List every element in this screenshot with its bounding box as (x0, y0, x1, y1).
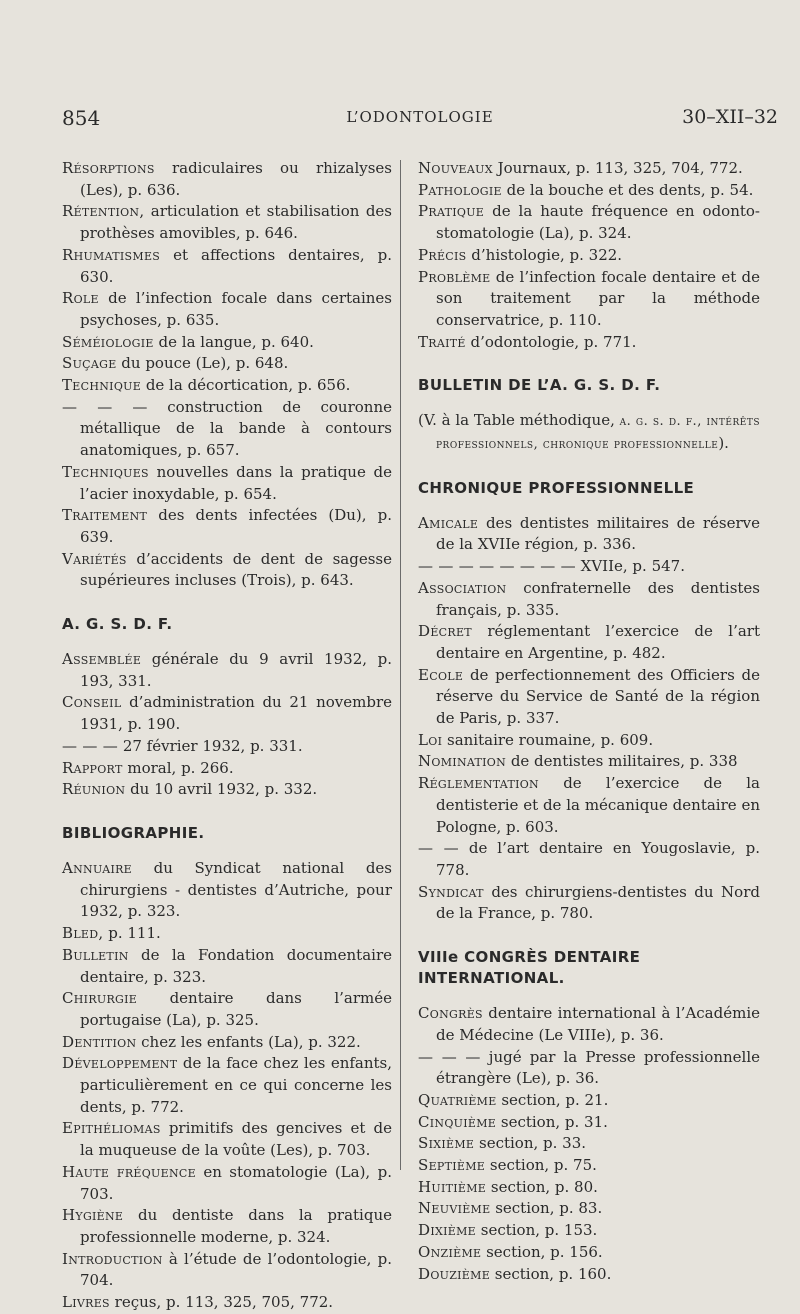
index-entry (62, 549, 392, 592)
index-entry (418, 332, 760, 354)
entry-headword: Bulletin (62, 945, 129, 964)
entry-list (62, 649, 392, 801)
entry-headword: — — — (62, 736, 119, 755)
entry-text: des dents infectées (Du), p. 639. (80, 506, 392, 546)
entry-headword: Annuaire (62, 858, 133, 877)
index-entry (62, 692, 392, 735)
entry-text: du pouce (Le), p. 648. (116, 354, 289, 373)
index-entry (62, 397, 392, 462)
entry-text: section, p. 156. (481, 1242, 603, 1261)
index-entry (418, 665, 760, 730)
entry-text: dentaire international à l’Académie de Médecine (Le VIIIe), p. 36. (436, 1004, 760, 1044)
entry-text: d’odontologie, p. 771. (465, 332, 637, 351)
entry-text: p. 111. (103, 924, 161, 943)
entry-text: de la haute fréquence en odonto-stomatologie (La), p. 324. (436, 202, 760, 243)
entry-headword: Introduction (62, 1249, 163, 1268)
index-entry (418, 1047, 760, 1090)
index-entry (62, 353, 392, 375)
entry-headword: Pathologie (418, 180, 502, 199)
index-entry (62, 462, 392, 505)
index-entry (62, 1053, 392, 1118)
section-heading-bibliographie: BIBLIOGRAPHIE. (62, 823, 205, 842)
entry-list (418, 1003, 760, 1285)
entry-headword: Précis (418, 245, 467, 264)
entry-headword: Nouveaux (418, 159, 493, 177)
index-entry (418, 201, 760, 244)
entry-headword: Problème (418, 267, 491, 286)
entry-headword: Association (418, 578, 507, 597)
index-entry (62, 201, 392, 244)
entry-headword: Rétention, (62, 202, 145, 221)
entry-headword: Loi (418, 730, 443, 749)
section-heading-agsdf: A. G. S. D. F. (62, 615, 173, 634)
index-entry (418, 1112, 760, 1134)
right-column (418, 158, 760, 1285)
entry-headword: Nomination (418, 752, 507, 771)
index-entry (418, 1090, 760, 1112)
index-entry (418, 730, 760, 752)
entry-headword: Développement (62, 1054, 178, 1073)
index-entry (62, 375, 392, 397)
entry-headword: Assemblée (62, 650, 142, 669)
index-entry (62, 779, 392, 801)
bulletin-note (418, 410, 760, 455)
index-entry (418, 180, 760, 202)
entry-headword: Amicale (418, 513, 479, 532)
entry-text: moral, p. 266. (122, 758, 234, 777)
entry-headword: Résorptions (62, 159, 155, 177)
bulletin-note-text: (V. à la Table méthodique, (418, 411, 620, 430)
index-entry (62, 1292, 392, 1314)
entry-headword: Conseil (62, 693, 122, 712)
entry-text: des dentistes militaires de réserve de la XVIIe région, p. 336. (436, 513, 760, 554)
entry-headword: — — (418, 839, 459, 858)
entry-text: et affections dentaires, p. 630. (80, 245, 392, 286)
entry-headword: Cinquième (418, 1112, 497, 1131)
entry-headword: Bled, (62, 924, 104, 943)
entry-text: construction de couronne métallique de la bande à contours anatomiques, p. 657. (80, 397, 392, 460)
index-entry (62, 758, 392, 780)
entry-text: de la face chez les enfants, particulièrement en ce qui concerne les dents, p. 772. (80, 1054, 392, 1116)
index-entry (418, 158, 760, 180)
index-entry (62, 1249, 392, 1292)
entry-text: de l’infection focale dans certaines psychoses, p. 635. (80, 289, 392, 329)
section-heading-congres: VIIIe CONGRÈS DENTAIRE INTERNATIONAL. (418, 948, 641, 988)
entry-headword: Chirurgie (62, 989, 138, 1008)
entry-headword: Congrès (418, 1004, 483, 1023)
entry-headword: Pratique (418, 202, 485, 221)
index-entry (418, 578, 760, 621)
entry-headword: Haute fréquence (62, 1162, 196, 1181)
entry-text: de la bouche et des dents, p. 54. (501, 180, 754, 199)
issue-date: 30–XII–32 (682, 106, 778, 128)
entry-headword: Onzième (418, 1242, 482, 1261)
entry-headword: Hygiène (62, 1206, 124, 1225)
entry-text: chez les enfants (La), p. 322. (136, 1032, 361, 1051)
entry-text: d’accidents de dent de sagesse supérieures incluses (Trois), p. 643. (80, 549, 392, 590)
entry-text: primitifs des gencives et de la muqueuse de la voûte (Les), p. 703. (80, 1119, 392, 1160)
index-entry (62, 245, 392, 288)
entry-headword: Traité (418, 332, 466, 351)
entry-text: jugé par la Presse professionnelle étrangère (Le), p. 36. (436, 1047, 760, 1088)
entry-headword: Dentition (62, 1032, 137, 1051)
index-entry (62, 288, 392, 331)
entry-headword: Rapport (62, 758, 123, 777)
entry-text: de dentistes militaires, p. 338 (506, 752, 738, 771)
index-entry (62, 1205, 392, 1248)
entry-text: XVIIe, p. 547. (575, 557, 685, 576)
entry-headword: Décret (418, 622, 472, 641)
bulletin-note-smallcaps: a. g. s. d. f., intérêts professionnels, chronique professionnelle (436, 414, 760, 453)
entry-headword: — — — (418, 1047, 481, 1066)
entry-text: de l’art dentaire en Yougoslavie, p. 778. (436, 839, 761, 879)
entry-headword: Techniques (62, 462, 149, 481)
index-entry (418, 1264, 760, 1286)
entry-text: du dentiste dans la pratique professionnelle moderne, p. 324. (80, 1206, 392, 1246)
entry-headword: Syndicat (418, 882, 484, 901)
entry-list (62, 158, 392, 592)
running-title: L’ODONTOLOGIE (346, 108, 494, 126)
entry-text: section, p. 21. (496, 1090, 609, 1109)
index-entry (418, 1177, 760, 1199)
index-entry (418, 751, 760, 773)
entry-text: sanitaire roumaine, p. 609. (442, 730, 654, 749)
entry-text: dentaire dans l’armée portugaise (La), p. 325. (80, 989, 392, 1029)
entry-text: générale du 9 avril 1932, p. 193, 331. (80, 650, 392, 690)
entry-text: à l’étude de l’odontologie, p. 704. (80, 1249, 392, 1290)
entry-headword: Douzième (418, 1264, 491, 1283)
index-entry (62, 1032, 392, 1054)
entry-headword: Role (62, 289, 99, 308)
entry-text: Journaux, p. 113, 325, 704, 772. (492, 159, 743, 177)
index-entry (418, 513, 760, 556)
index-entry (62, 505, 392, 548)
index-entry (418, 1242, 760, 1264)
entry-text: du 10 avril 1932, p. 332. (125, 780, 318, 799)
entry-headword: Réunion (62, 780, 126, 799)
index-entry (418, 1198, 760, 1220)
entry-headword: Quatrième (418, 1090, 497, 1109)
index-entry (418, 621, 760, 664)
index-entry (418, 245, 760, 267)
entry-text: de perfectionnement des Officiers de réserve du Service de Santé de la région de Paris, p. 337. (436, 665, 760, 728)
index-entry (418, 267, 760, 332)
entry-text: section, p. 75. (485, 1156, 597, 1175)
entry-text: des chirurgiens-dentistes du Nord de la France, p. 780. (436, 882, 760, 923)
entry-text: de la décortication, p. 656. (141, 376, 351, 395)
entry-text: confraternelle des dentistes français, p. 335. (436, 578, 760, 619)
index-entry (62, 649, 392, 692)
entry-text: d’administration du 21 novembre 1931, p. 190. (80, 693, 392, 734)
index-entry (62, 858, 392, 923)
entry-text: section, p. 33. (474, 1134, 587, 1153)
index-entry (62, 945, 392, 988)
entry-text: section, p. 83. (490, 1199, 603, 1218)
entry-list (418, 158, 760, 353)
page-number: 854 (62, 106, 101, 130)
index-entry (418, 1003, 760, 1046)
entry-headword: Sixième (418, 1134, 475, 1153)
bulletin-note-end: ). (718, 434, 729, 453)
entry-headword: Traitement (62, 506, 148, 525)
entry-headword: Epithéliomas (62, 1119, 161, 1138)
index-entry (62, 1162, 392, 1205)
section-heading-bulletin: BULLETIN DE L’A. G. S. D. F. (418, 376, 661, 395)
entry-headword: Variétés (62, 549, 127, 568)
entry-text: articulation et stabilisation des prothèses amovibles, p. 646. (80, 202, 392, 243)
index-entry (418, 882, 760, 925)
index-entry (418, 773, 760, 838)
index-entry (62, 158, 392, 201)
entry-text: d’histologie, p. 322. (466, 245, 623, 264)
entry-list (62, 858, 392, 1314)
entry-headword: Neuvième (418, 1199, 491, 1218)
page-header (62, 106, 778, 136)
index-entry (62, 1118, 392, 1161)
entry-text: en stomatologie (La), p. 703. (80, 1162, 392, 1203)
entry-list (418, 513, 760, 925)
index-entry (62, 736, 392, 758)
entry-headword: Suçage (62, 354, 117, 373)
entry-text: de l’exercice de la dentisterie et de la mécanique dentaire en Pologne, p. 603. (436, 774, 760, 836)
index-entry (418, 1220, 760, 1242)
entry-text: de la Fondation documentaire dentaire, p. 323. (80, 945, 392, 986)
entry-text: section, p. 80. (486, 1177, 598, 1196)
entry-text: de la langue, p. 640. (153, 332, 314, 351)
entry-headword: Séméiologie (62, 332, 154, 351)
entry-headword: — — — (62, 397, 148, 416)
entry-text: section, p. 31. (496, 1112, 608, 1131)
entry-headword: Septième (418, 1156, 486, 1175)
entry-text: radiculaires ou rhizalyses (Les), p. 636. (80, 159, 392, 199)
index-entry (62, 332, 392, 354)
column-divider (400, 160, 401, 1170)
index-entry (418, 1155, 760, 1177)
entry-text: reçus, p. 113, 325, 705, 772. (109, 1293, 334, 1312)
entry-text: de l’infection focale dentaire et de son traitement par la méthode conservatrice, p. 110. (436, 267, 760, 329)
index-entry (62, 988, 392, 1031)
index-entry (418, 1133, 760, 1155)
index-entry (418, 838, 760, 881)
entry-text: section, p. 153. (475, 1221, 598, 1240)
entry-headword: Technique (62, 376, 142, 395)
entry-headword: Huitième (418, 1177, 487, 1196)
entry-headword: Réglementation (418, 774, 539, 793)
entry-headword: Ecole (418, 665, 464, 684)
entry-headword: — — — — — — — — (418, 557, 576, 576)
entry-text: réglementant l’exercice de l’art dentaire en Argentine, p. 482. (436, 622, 760, 662)
entry-headword: Livres (62, 1293, 110, 1312)
entry-text: 27 février 1932, p. 331. (118, 736, 303, 755)
entry-headword: Dixième (418, 1221, 476, 1240)
index-entry (62, 923, 392, 945)
entry-text: section, p. 160. (490, 1264, 612, 1283)
left-column (62, 158, 392, 1314)
entry-text: du Syndicat national des chirurgiens - dentistes d’Autriche, pour 1932, p. 323. (80, 858, 392, 921)
section-heading-chronique: CHRONIQUE PROFESSIONNELLE (418, 478, 695, 497)
entry-text: nouvelles dans la pratique de l’acier inoxydable, p. 654. (80, 462, 392, 503)
index-entry (418, 556, 760, 578)
entry-headword: Rhumatismes (62, 245, 161, 264)
